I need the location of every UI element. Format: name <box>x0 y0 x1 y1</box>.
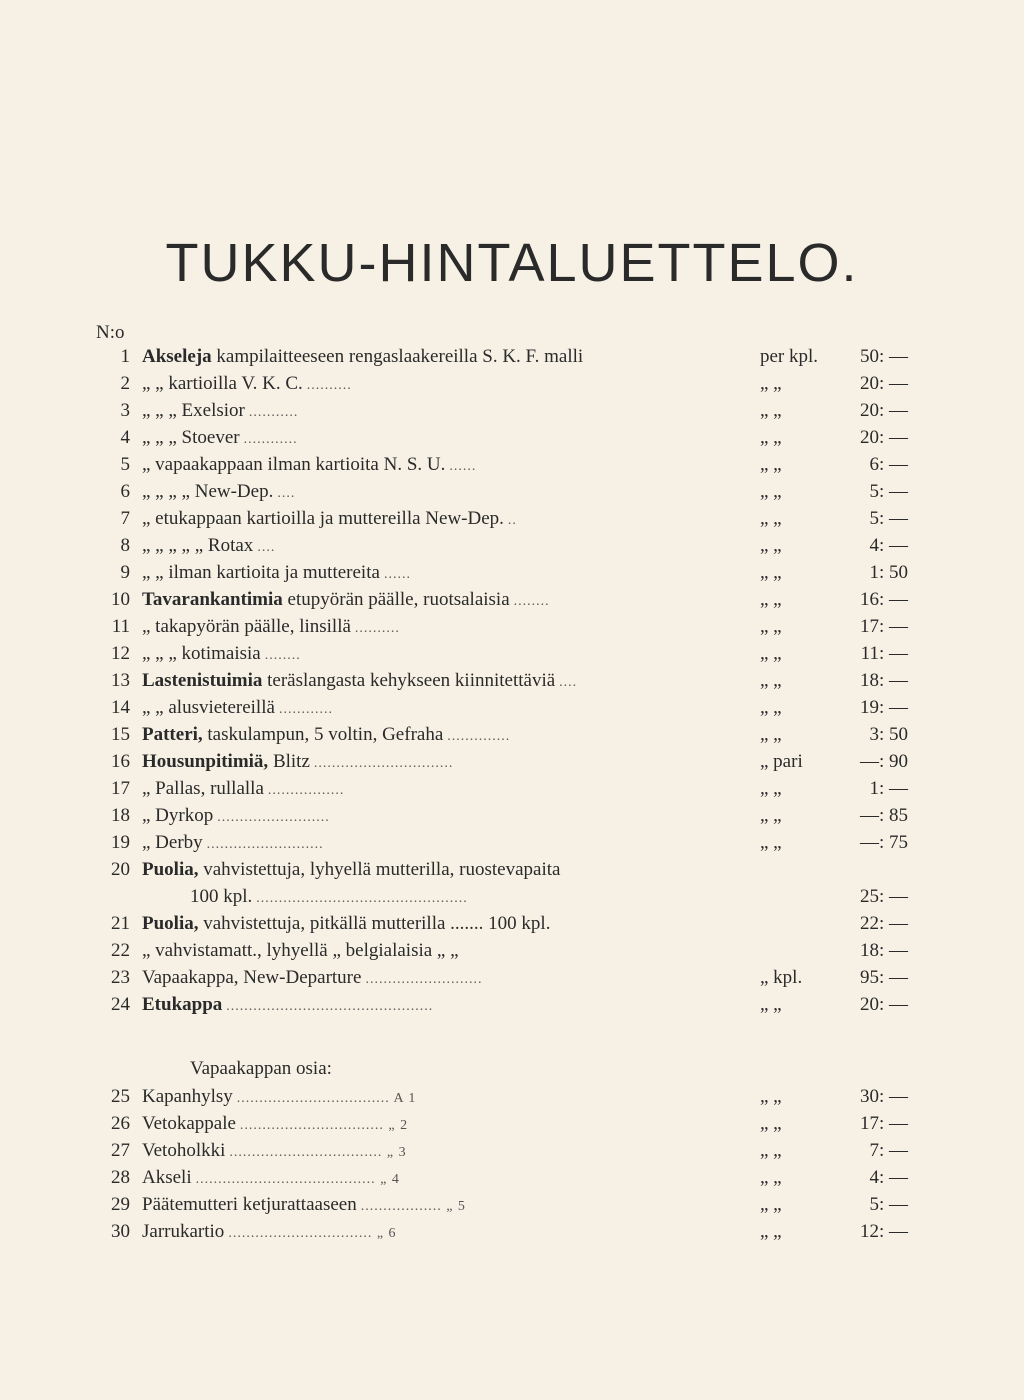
price-row <box>0 803 1024 829</box>
row-price: 5: — <box>869 508 908 529</box>
row-description: „ „ „ „ New-Dep. .... <box>142 479 802 507</box>
row-number: 28 <box>111 1167 130 1188</box>
row-price: 22: — <box>859 913 908 934</box>
price-row <box>0 1165 1024 1191</box>
leader-dots: .... <box>277 486 296 501</box>
item-category: Tavarankantimia <box>142 589 283 610</box>
row-unit: „ „ <box>760 1221 782 1242</box>
price-row <box>0 1111 1024 1137</box>
row-description: „ vahvistamatt., lyhyellä „ belgialaisia „ „ <box>142 940 459 961</box>
leader-dots: .................................. A 1 <box>236 1091 417 1106</box>
leader-dots: .. <box>507 513 517 528</box>
row-number: 16 <box>111 751 130 772</box>
row-unit: „ „ <box>760 400 782 421</box>
leader-dots: .......................... <box>365 972 483 987</box>
row-unit: „ „ <box>760 535 782 556</box>
row-unit: „ „ <box>760 481 782 502</box>
row-unit: „ „ <box>760 994 782 1015</box>
item-category: Etukappa <box>142 994 223 1015</box>
row-unit: „ „ <box>760 1140 782 1161</box>
row-unit: „ „ <box>760 832 782 853</box>
row-number: 25 <box>111 1086 130 1107</box>
row-description: Päätemutteri ketjurattaaseen .................. „ 5 <box>142 1192 802 1220</box>
leader-dots: ...... <box>383 567 411 582</box>
row-description: „ „ „ „ „ Rotax .... <box>142 533 802 561</box>
row-description: „ „ ilman kartioita ja muttereita ...... <box>142 560 802 588</box>
row-price: 20: — <box>859 994 908 1015</box>
row-description <box>142 992 802 1020</box>
row-price: 5: — <box>869 1194 908 1215</box>
row-number: 30 <box>111 1221 130 1242</box>
row-price: 25: — <box>859 886 908 907</box>
price-row <box>0 398 1024 424</box>
price-row <box>0 560 1024 586</box>
price-row <box>0 749 1024 775</box>
price-row <box>0 641 1024 667</box>
row-unit: „ „ <box>760 454 782 475</box>
price-row <box>0 425 1024 451</box>
row-description: „ takapyörän päälle, linsillä .......... <box>142 614 802 642</box>
leader-dots: ........... <box>248 405 299 420</box>
row-price: 95: — <box>859 967 908 988</box>
leader-dots: ........ <box>513 594 550 609</box>
row-price: 4: — <box>869 1167 908 1188</box>
row-unit: „ „ <box>760 589 782 610</box>
row-number: 23 <box>111 967 130 988</box>
row-price: —: 75 <box>859 832 908 853</box>
leader-dots: .............................................. <box>226 999 434 1014</box>
price-row <box>0 884 1024 910</box>
leader-dots: .......... <box>306 378 352 393</box>
leader-dots: .... <box>559 675 578 690</box>
row-price: 4: — <box>869 535 908 556</box>
row-price: 18: — <box>859 940 908 961</box>
price-row <box>0 479 1024 505</box>
price-row <box>0 722 1024 748</box>
row-unit: „ „ <box>760 643 782 664</box>
row-price: —: 90 <box>859 751 908 772</box>
item-category: Puolia, <box>142 913 199 934</box>
row-unit: „ pari <box>760 751 803 772</box>
row-number: 8 <box>120 535 130 556</box>
leader-dots: ............................... <box>313 756 454 771</box>
row-number: 17 <box>111 778 130 799</box>
leader-dots: ................................ „ 6 <box>228 1226 397 1241</box>
leader-dots: ......................... <box>217 810 330 825</box>
leader-dots: .......... <box>354 621 400 636</box>
row-unit: „ „ <box>760 1194 782 1215</box>
row-description: „ „ „ Stoever ............ <box>142 425 802 453</box>
price-row <box>0 344 1024 370</box>
leader-dots: ........................................ „ 4 <box>195 1172 400 1187</box>
item-category: Puolia, <box>142 859 199 880</box>
row-unit: per kpl. <box>760 346 819 367</box>
row-unit: „ „ <box>760 670 782 691</box>
row-description: Vetoholkki .................................. „ 3 <box>142 1138 802 1166</box>
row-unit: „ „ <box>760 562 782 583</box>
row-number: 2 <box>120 373 130 394</box>
row-number: 27 <box>111 1140 130 1161</box>
row-unit: „ „ <box>760 805 782 826</box>
row-unit: „ „ <box>760 697 782 718</box>
row-unit: „ „ <box>760 427 782 448</box>
row-description: Puolia, vahvistettuja, lyhyellä mutterilla, ruostevapaita <box>142 859 561 880</box>
item-category: Patteri, <box>142 724 203 745</box>
row-price: 5: — <box>869 481 908 502</box>
row-number: 5 <box>120 454 130 475</box>
row-price: 1: — <box>869 778 908 799</box>
row-number: 26 <box>111 1113 130 1134</box>
leader-dots: ............ <box>278 702 333 717</box>
row-number: 29 <box>111 1194 130 1215</box>
row-number: 11 <box>111 616 130 637</box>
row-number: 12 <box>111 643 130 664</box>
price-row <box>0 965 1024 991</box>
row-description: Tavarankantimia etupyörän päälle, ruotsalaisia ........ <box>142 587 802 615</box>
row-description: Housunpitimiä, Blitz ............................... <box>142 749 802 777</box>
row-unit: „ „ <box>760 778 782 799</box>
row-price: 18: — <box>859 670 908 691</box>
item-category: Housunpitimiä, <box>142 751 269 772</box>
row-description: Jarrukartio ................................ „ 6 <box>142 1219 802 1247</box>
price-row <box>0 1192 1024 1218</box>
row-number: 21 <box>111 913 130 934</box>
item-category: Lastenistuimia <box>142 670 263 691</box>
row-number: 24 <box>111 994 130 1015</box>
page-title: TUKKU-HINTALUETTELO. <box>165 233 859 293</box>
row-description: Akseli ........................................ „ 4 <box>142 1165 802 1193</box>
price-row <box>0 992 1024 1018</box>
row-number: 13 <box>111 670 130 691</box>
price-row <box>0 371 1024 397</box>
row-number: 4 <box>120 427 130 448</box>
price-row <box>0 1084 1024 1110</box>
price-row <box>0 506 1024 532</box>
row-price: 6: — <box>869 454 908 475</box>
row-description: Kapanhylsy .................................. A 1 <box>142 1084 802 1112</box>
row-price: 1: 50 <box>869 562 908 583</box>
row-description: „ „ „ kotimaisia ........ <box>142 641 802 669</box>
row-price: 3: 50 <box>869 724 908 745</box>
row-unit: „ „ <box>760 616 782 637</box>
row-number: 15 <box>111 724 130 745</box>
row-description: Lastenistuimia teräslangasta kehykseen kiinnitettäviä .... <box>142 668 802 696</box>
price-row <box>0 695 1024 721</box>
leader-dots: ................. <box>267 783 345 798</box>
section-title: Vapaakappan osia: <box>190 1058 332 1079</box>
price-row <box>0 587 1024 613</box>
leader-dots: ................................ „ 2 <box>239 1118 409 1133</box>
row-number: 1 <box>120 346 130 367</box>
price-row <box>0 857 1024 883</box>
row-description: Puolia, vahvistettuja, pitkällä mutterilla ....... 100 kpl. <box>142 913 551 934</box>
row-description: Patteri, taskulampun, 5 voltin, Gefraha .............. <box>142 722 802 750</box>
row-price: 16: — <box>859 589 908 610</box>
row-description: „ vapaakappaan ilman kartioita N. S. U. ...... <box>142 452 802 480</box>
row-description: 100 kpl. ............................................... <box>190 884 850 912</box>
row-number: 20 <box>111 859 130 880</box>
row-price: 20: — <box>859 373 908 394</box>
price-row <box>0 1219 1024 1245</box>
row-price: 20: — <box>859 427 908 448</box>
row-number: 18 <box>111 805 130 826</box>
row-number: 3 <box>120 400 130 421</box>
row-unit: „ „ <box>760 1086 782 1107</box>
leader-dots: .... <box>257 540 276 555</box>
price-row <box>0 533 1024 559</box>
number-column-header: N:o <box>96 322 125 343</box>
leader-dots: ...... <box>449 459 477 474</box>
row-unit: „ „ <box>760 724 782 745</box>
row-number: 6 <box>120 481 130 502</box>
row-description: „ „ „ Exelsior ........... <box>142 398 802 426</box>
row-price: 50: — <box>859 346 908 367</box>
row-price: 17: — <box>859 616 908 637</box>
row-price: 7: — <box>869 1140 908 1161</box>
row-price: 17: — <box>859 1113 908 1134</box>
item-category: Akseleja <box>142 346 212 367</box>
row-number: 22 <box>111 940 130 961</box>
price-row <box>0 668 1024 694</box>
price-row <box>0 452 1024 478</box>
row-unit: „ „ <box>760 373 782 394</box>
row-number: 9 <box>120 562 130 583</box>
row-description: „ „ kartioilla V. K. C. .......... <box>142 371 802 399</box>
row-number: 10 <box>111 589 130 610</box>
row-unit: „ kpl. <box>760 967 803 988</box>
row-description: „ Pallas, rullalla ................. <box>142 776 802 804</box>
row-description: „ etukappaan kartioilla ja muttereilla New-Dep. .. <box>142 506 802 534</box>
row-price: 12: — <box>859 1221 908 1242</box>
row-description: Vapaakappa, New-Departure .......................... <box>142 965 802 993</box>
price-row <box>0 1138 1024 1164</box>
row-unit: „ „ <box>760 1113 782 1134</box>
leader-dots: .............. <box>447 729 511 744</box>
row-number: 19 <box>111 832 130 853</box>
leader-dots: ........ <box>264 648 301 663</box>
price-row <box>0 911 1024 937</box>
row-price: —: 85 <box>859 805 908 826</box>
row-unit: „ „ <box>760 1167 782 1188</box>
row-description: Akseleja kampilaitteeseen rengaslaakereilla S. K. F. malli <box>142 346 584 367</box>
row-price: 19: — <box>859 697 908 718</box>
row-description: Vetokappale ................................ „ 2 <box>142 1111 802 1139</box>
price-row <box>0 614 1024 640</box>
row-number: 7 <box>120 508 130 529</box>
leader-dots: .................. „ 5 <box>360 1199 466 1214</box>
row-price: 30: — <box>859 1086 908 1107</box>
price-row <box>0 830 1024 856</box>
row-price: 20: — <box>859 400 908 421</box>
row-description: „ „ alusvietereillä ............ <box>142 695 802 723</box>
price-row <box>0 938 1024 964</box>
leader-dots: .......................... <box>206 837 324 852</box>
row-description: „ Derby .......................... <box>142 830 802 858</box>
row-number: 14 <box>111 697 130 718</box>
row-unit: „ „ <box>760 508 782 529</box>
leader-dots: ............ <box>243 432 298 447</box>
row-price: 11: — <box>860 643 908 664</box>
price-row <box>0 776 1024 802</box>
leader-dots: ............................................... <box>256 891 468 906</box>
leader-dots: .................................. „ 3 <box>229 1145 407 1160</box>
row-description: „ Dyrkop ......................... <box>142 803 802 831</box>
